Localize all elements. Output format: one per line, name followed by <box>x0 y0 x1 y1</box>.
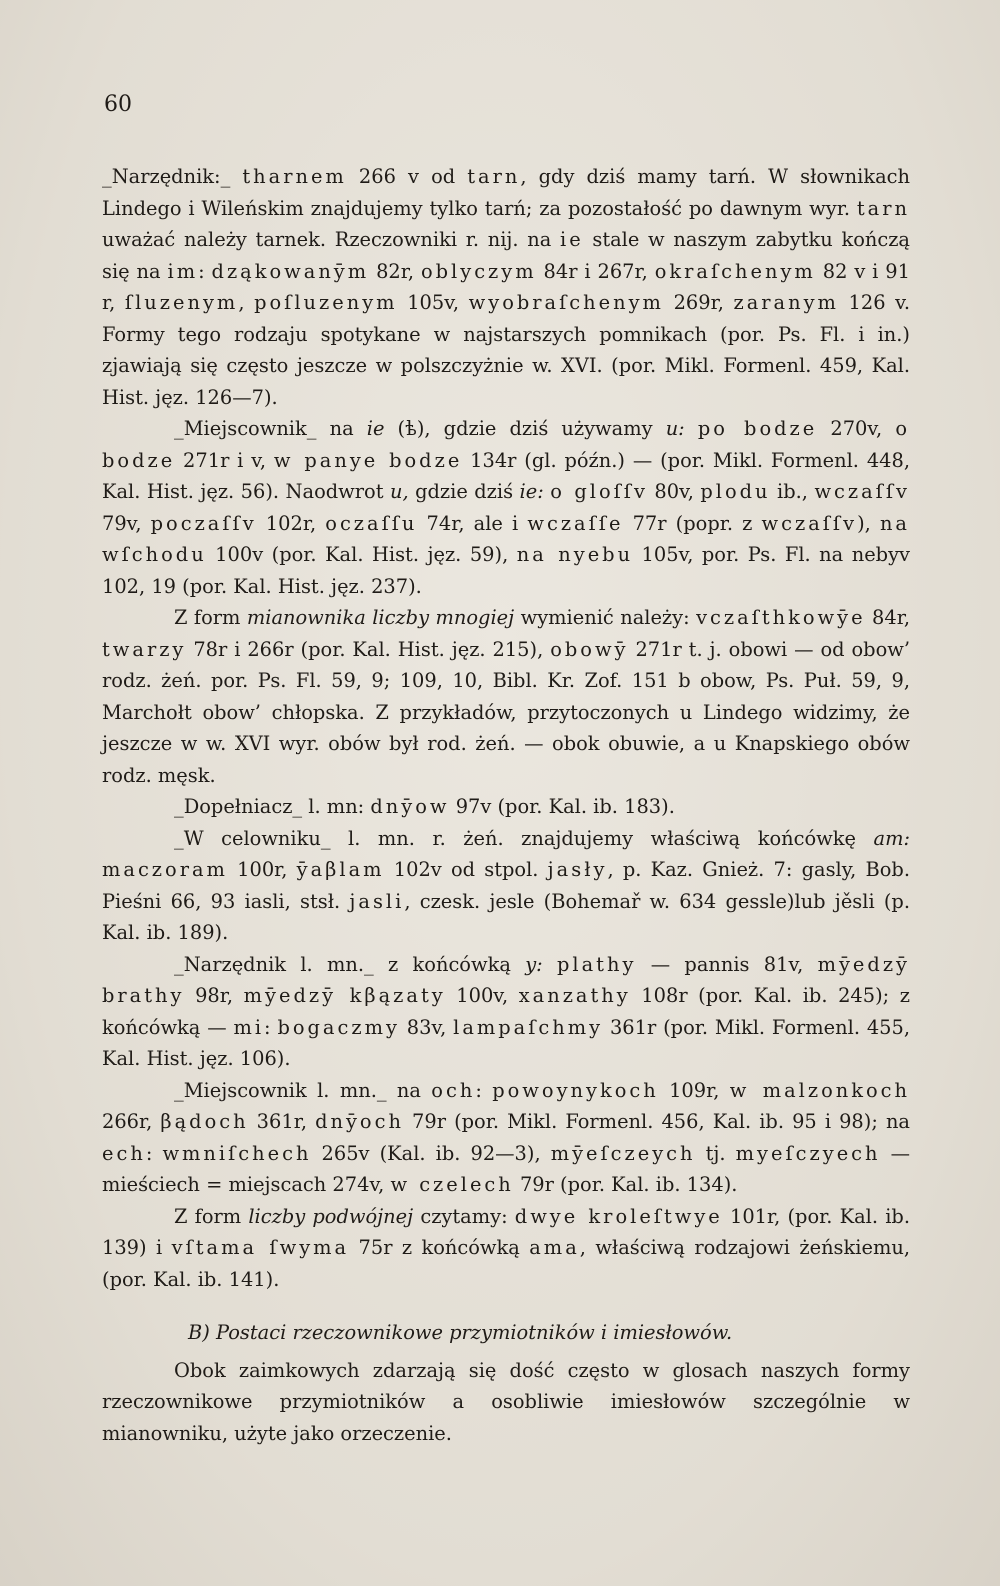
gloss-word: oczaſſu <box>325 511 418 535</box>
gloss-word: powoynykoch <box>492 1078 659 1102</box>
gloss-word: mȳedzȳ kβązaty <box>243 984 446 1007</box>
italic-term: mianownika liczby mnogiej <box>246 606 515 629</box>
gloss-word: dząkowanȳm <box>211 259 370 283</box>
paragraph-narzednik-sg: _Narzędnik:_ tharnem 266 v od tarn, gdy dziś mamy tarń. W słownikach Lindego i Wileńskim znajdujemy tylko tarń; za pozostałość po dawnym wyr. tarn uważać należy tarnek. Rzeczowniki r. nij. na ie stale w naszym zabytku kończą się na im: dząkowanȳm 82r, oblyczym 84r i 267r, okraſchenym 82 v i 91 r, ſluzenym, poſluzenym 105v, wyobraſchenym 269r, zaranym 126 v. Formy tego rodzaju spotykane w najstarszych pomnikach (por. Ps. Fl. i in.) zjawiają się często jeszcze w polszczyżnie w. XVI. (por. Mikl. Formenl. 459, Kal. Hist. jęz. 126—7). <box>102 165 910 409</box>
gloss-word: mȳeſczeych <box>550 1141 696 1165</box>
paragraph-closing: Obok zaimkowych zdarzają się dość często w glosach naszych formy rzeczownikowe przymiotników a osobliwie imiesłowów szczególnie w mianowniku, użyte jako orzeczenie. <box>102 1358 910 1445</box>
gloss-word: o bodze <box>102 417 911 472</box>
italic-term: u: <box>665 417 685 440</box>
gloss-word: oblyczym <box>420 259 537 283</box>
page-body <box>102 161 910 1449</box>
italic-term: u, <box>389 480 409 503</box>
gloss-word: tarn <box>856 196 910 220</box>
gloss-word: plodu <box>700 480 771 503</box>
gloss-word: w panye bodze <box>273 448 463 472</box>
gloss-word: zaranym <box>733 291 839 314</box>
italic-term: y: <box>525 952 543 976</box>
gloss-word: ȳaβlam <box>296 858 385 881</box>
gloss-word: wyobraſchenym <box>468 291 664 314</box>
gloss-word: myeſczyech <box>735 1141 881 1165</box>
gloss-word: tharnem <box>242 165 347 188</box>
gloss-word: jasli <box>349 889 405 913</box>
section-heading: B) Postaci rzeczownikowe przymiotników i imiesłowów. <box>188 1321 733 1344</box>
paragraph-dopelniacz-pl: _Dopełniacz_ l. mn: dnȳow 97v (por. Kal. ib. 183). <box>174 795 675 818</box>
gloss-word: mi <box>233 1015 265 1039</box>
italic-term: liczby podwójnej <box>248 1204 414 1228</box>
gloss-word: xanzathy <box>518 984 631 1007</box>
gloss-word: mȳedzȳ brathy <box>102 952 910 1007</box>
gloss-word: po bodze <box>697 417 818 440</box>
paragraph-mianownik-pl: Z form mianownika liczby mnogiej wymienić należy: vczaſthkowȳe 84r, twarzy 78r i 266r (por. Kal. Hist. jęz. 215), obowȳ 271r t. j. obowi — od obow’ rodz. żeń. por. Ps. Fl. 59, 9; 109, 10, Bibl. Kr. Zof. 151 b obow, Ps. Puł. 59, 9, Marchołt obow’ chłopska. Z przykładów, przytoczonych u Lindego widzimy, że jeszcze w w. XVI wyr. obów był rod. żeń. — obok obuwie, a u Knapskiego obów rodz. męsk. <box>102 606 910 787</box>
gloss-word: wczaſſv <box>814 480 910 503</box>
gloss-word: och <box>431 1078 476 1102</box>
gloss-word: im <box>167 259 199 283</box>
paragraph-liczba-podwojna: Z form liczby podwójnej czytamy: dwye kroleſtwye 101r, (por. Kal. ib. 139) i vſtama ſwyma 75r z końcówką ama, właściwą rodzajowi żeńskiemu, (por. Kal. ib. 141). <box>102 1204 910 1291</box>
gloss-word: lampaſchmy <box>453 1015 604 1039</box>
italic-term: ie: <box>519 480 544 503</box>
gloss-word: obowȳ <box>550 637 629 661</box>
gloss-word: na wſchodu <box>102 511 910 566</box>
gloss-word: ie <box>560 228 584 251</box>
italic-term: ie <box>366 417 385 440</box>
gloss-word: tarn <box>467 165 521 188</box>
gloss-word: o gloſſv <box>550 480 648 503</box>
paragraph-narzednik-pl: _Narzędnik l. mn._ z końcówką y: plathy — pannis 81v, mȳedzȳ brathy 98r, mȳedzȳ kβązaty 100v, xanzathy 108r (por. Kal. ib. 245); z końcówką — mi: bogaczmy 83v, lampaſchmy 361r (por. Mikl. Formenl. 455, Kal. Hist. jęz. 106). <box>102 952 911 1070</box>
gloss-word: ama <box>529 1236 580 1259</box>
gloss-word: bogaczmy <box>277 1015 400 1039</box>
paragraph-celownik-pl: _W celowniku_ l. mn. r. żeń. znajdujemy właściwą końcówkę am: maczoram 100r, ȳaβlam 102v od stpol. jasły, p. Kaz. Gnież. 7: gasly, Bob. Pieśni 66, 93 iasli, stsł. jasli, czesk. jesle (Bohemař w. 634 gessle)lub jěsli (p. Kal. ib. 189). <box>102 826 911 944</box>
gloss-word: twarzy <box>102 637 187 661</box>
gloss-word: okraſchenym <box>654 259 816 283</box>
gloss-word: wczaſſe <box>527 511 624 535</box>
paragraph-miejscownik-sg: _Miejscownik_ na ie (ѣ), gdzie dziś używamy u: po bodze 270v, o bodze 271r i v, w panye bodze 134r (gl. późn.) — (por. Mikl. Formenl. 448, Kal. Hist. jęz. 56). Naodwrot u, gdzie dziś ie: o gloſſv 80v, plodu ib., wczaſſv 79v, poczaſſv 102r, oczaſſu 74r, ale i wczaſſe 77r (popr. z wczaſſv), na wſchodu 100v (por. Kal. Hist. jęz. 59), na nyebu 105v, por. Ps. Fl. na nebyv 102, 19 (por. Kal. Hist. jęz. 237). <box>102 417 911 598</box>
gloss-word: na nyebu <box>516 543 634 566</box>
gloss-word: wczaſſv <box>761 511 858 535</box>
paragraph-miejscownik-pl: _Miejscownik l. mn._ na och: powoynykoch 109r, w malzonkoch 266r, βądoch 361r, dnȳoch 79r (por. Mikl. Formenl. 456, Kal. ib. 95 i 98); na ech: wmniſchech 265v (Kal. ib. 92—3), mȳeſczeych tj. myeſczyech — mieściech = miejscach 274v, w czelech 79r (por. Kal. ib. 134). <box>102 1078 911 1196</box>
gloss-word: dnȳoch <box>315 1110 404 1133</box>
gloss-word: w malzonkoch <box>729 1078 911 1102</box>
gloss-word: dnȳow <box>370 795 450 818</box>
gloss-word: dwye kroleſtwye <box>514 1204 723 1228</box>
gloss-word: jasły <box>547 858 608 881</box>
gloss-word: ech <box>102 1141 146 1165</box>
gloss-word: poczaſſv <box>150 511 257 535</box>
gloss-word: maczoram <box>102 858 228 881</box>
gloss-word: βądoch <box>160 1110 249 1133</box>
italic-term: am: <box>873 826 910 850</box>
gloss-word: w czelech <box>390 1173 514 1196</box>
gloss-word: poſluzenym <box>254 291 398 314</box>
gloss-word: vſtama ſwyma <box>171 1236 350 1259</box>
gloss-word: vczaſthkowȳe <box>696 606 866 629</box>
page-number: 60 <box>104 92 132 117</box>
gloss-word: ſluzenym <box>124 291 239 314</box>
gloss-word: plathy <box>557 952 637 976</box>
gloss-word: wmniſchech <box>162 1141 312 1165</box>
